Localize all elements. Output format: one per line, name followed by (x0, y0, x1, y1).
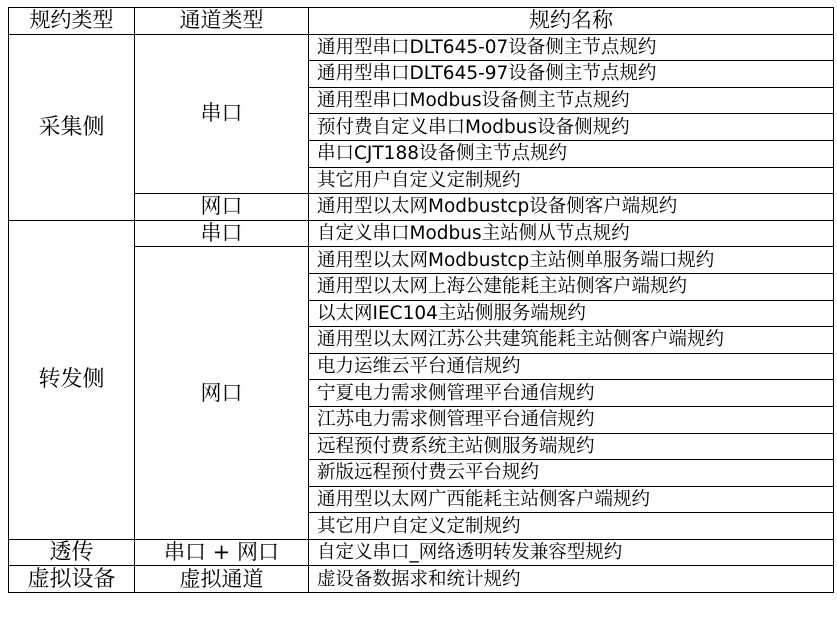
protocol-name-cell: 串口CJT188设备侧主节点规约 (309, 140, 834, 167)
table-row (9, 539, 834, 566)
protocol-name-cell: 通用型串口Modbus设备侧主节点规约 (309, 87, 834, 114)
header-protocol-name: 规约名称 (309, 8, 834, 35)
protocol-name-cell: 通用型以太网江苏公共建筑能耗主站侧客户端规约 (309, 327, 834, 354)
table-body (9, 34, 834, 592)
table-row (9, 34, 834, 61)
table-row (9, 566, 834, 593)
protocol-name-cell: 虚设备数据求和统计规约 (309, 566, 834, 593)
protocol-name-cell: 宁夏电力需求侧管理平台通信规约 (309, 380, 834, 407)
header-channel-type: 通道类型 (135, 8, 309, 35)
protocol-name-cell: 自定义串口Modbus主站侧从节点规约 (309, 220, 834, 247)
table-row (9, 220, 834, 247)
channel-type-cell: 串口 + 网口 (135, 539, 309, 566)
protocol-name-cell: 新版远程预付费云平台规约 (309, 460, 834, 487)
channel-type-cell: 串口 (135, 34, 309, 194)
protocol-name-cell: 远程预付费系统主站侧服务端规约 (309, 433, 834, 460)
channel-type-cell: 串口 (135, 220, 309, 247)
protocol-name-cell: 预付费自定义串口Modbus设备侧规约 (309, 114, 834, 141)
header-protocol-type: 规约类型 (9, 8, 135, 35)
protocol-type-cell: 转发侧 (9, 220, 135, 539)
channel-type-cell: 虚拟通道 (135, 566, 309, 593)
protocol-name-cell: 电力运维云平台通信规约 (309, 353, 834, 380)
protocol-name-cell: 江苏电力需求侧管理平台通信规约 (309, 406, 834, 433)
protocol-name-cell: 通用型以太网上海公建能耗主站侧客户端规约 (309, 273, 834, 300)
protocol-name-cell: 其它用户自定义定制规约 (309, 513, 834, 540)
protocol-name-cell: 自定义串口_网络透明转发兼容型规约 (309, 539, 834, 566)
protocol-name-cell: 通用型以太网Modbustcp设备侧客户端规约 (309, 194, 834, 221)
header-row (9, 8, 834, 35)
protocol-name-cell: 其它用户自定义定制规约 (309, 167, 834, 194)
channel-type-cell: 网口 (135, 194, 309, 221)
protocol-name-cell: 通用型串口DLT645-97设备侧主节点规约 (309, 61, 834, 88)
protocol-type-cell: 透传 (9, 539, 135, 566)
protocol-type-cell: 虚拟设备 (9, 566, 135, 593)
protocol-table (8, 7, 834, 593)
protocol-name-cell: 以太网IEC104主站侧服务端规约 (309, 300, 834, 327)
protocol-name-cell: 通用型以太网广西能耗主站侧客户端规约 (309, 486, 834, 513)
protocol-name-cell: 通用型串口DLT645-07设备侧主节点规约 (309, 34, 834, 61)
channel-type-cell: 网口 (135, 247, 309, 540)
protocol-type-cell: 采集侧 (9, 34, 135, 220)
protocol-name-cell: 通用型以太网Modbustcp主站侧单服务端口规约 (309, 247, 834, 274)
